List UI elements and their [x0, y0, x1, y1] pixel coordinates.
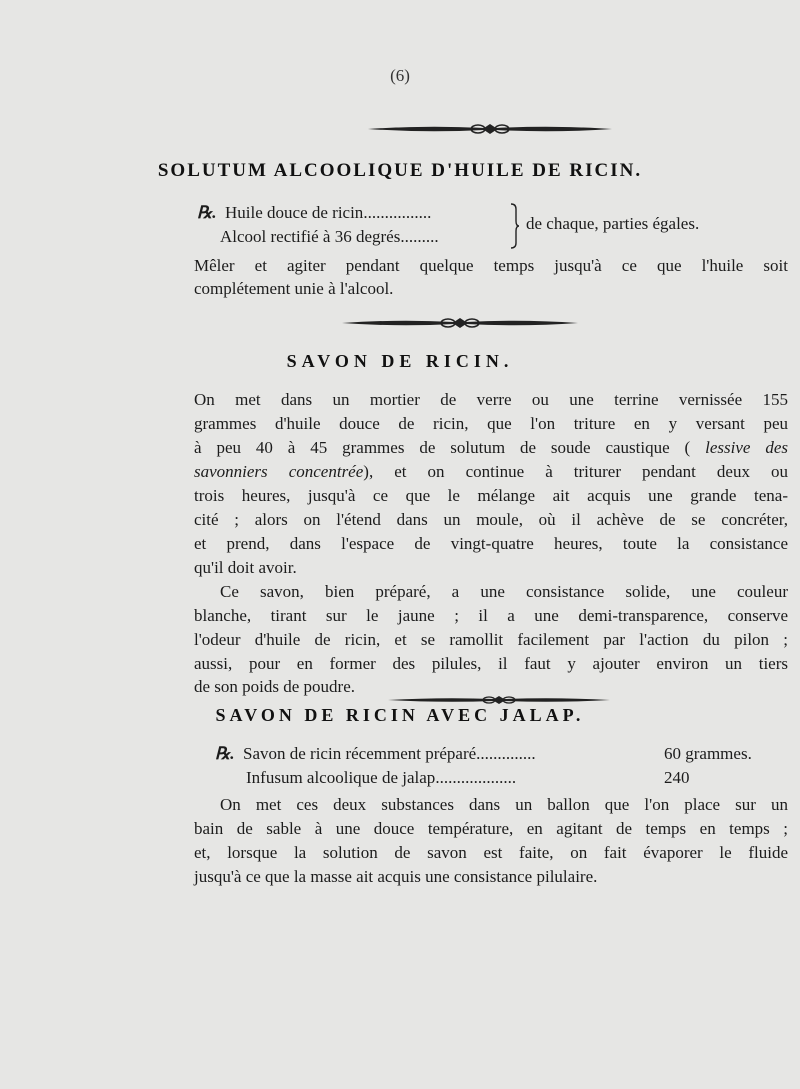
text-line: Mêler et agiter pendant quelque temps jusqu'à ce que l'huile soit — [194, 256, 788, 275]
ingredient-name: Huile douce de ricin — [225, 203, 364, 222]
ingredient-quantity: 60 grammes. — [664, 744, 752, 763]
text-line — [194, 461, 788, 483]
rx-symbol: ℞. — [197, 203, 217, 222]
recipe-line-1 — [215, 744, 536, 764]
text-line: et, lorsque la solution de savon est faite, on fait évaporer le fluide — [194, 843, 788, 862]
text-line: cité ; alors on l'étend dans un moule, où il achève de se concréter, — [194, 510, 788, 529]
text-line: jusqu'à ce que la masse ait acquis une consistance pilulaire. — [194, 867, 598, 886]
ingredient-dots: .............. — [476, 744, 536, 763]
recipe-line-2 — [246, 768, 516, 788]
text-line: blanche, tirant sur le jaune ; il a une demi-transparence, conserve — [194, 606, 788, 625]
text-line — [194, 437, 788, 459]
ingredient-dots: ................... — [435, 768, 517, 787]
text-line: grammes d'huile douce de ricin, que l'on triture en y versant peu — [194, 414, 788, 433]
text-line: On met ces deux substances dans un ballon que l'on place sur un — [220, 795, 788, 814]
text-line: qu'il doit avoir. — [194, 558, 297, 577]
text-line: complétement unie à l'alcool. — [194, 279, 394, 298]
section-title-savon-jalap: SAVON DE RICIN AVEC JALAP. — [215, 705, 585, 725]
ornamental-rule-top — [366, 122, 614, 136]
section-title-savon: SAVON DE RICIN. — [286, 351, 514, 371]
rx-symbol: ℞. — [215, 744, 235, 763]
ingredient-name: Alcool rectifié à 36 degrés — [220, 227, 401, 246]
text-line: trois heures, jusqu'à ce que le mélange ait acquis une grande tena- — [194, 486, 788, 505]
section-title-solutum: SOLUTUM ALCOOLIQUE D'HUILE DE RICIN. — [157, 160, 643, 181]
text-line: On met dans un mortier de verre ou une terrine vernissée 155 — [194, 390, 788, 409]
recipe-line-1 — [197, 203, 431, 223]
ingredient-quantity: 240 — [664, 768, 690, 787]
ingredient-dots: ......... — [400, 227, 439, 246]
text-segment: ), et on continue à triturer pendant deux ou — [363, 462, 788, 481]
text-line: l'odeur d'huile de ricin, et se ramollit facilement par l'action du pilon ; — [194, 630, 788, 649]
ornamental-rule — [340, 316, 580, 330]
brace-note: de chaque, parties égales. — [526, 214, 700, 233]
recipe-line-2 — [220, 227, 439, 247]
ingredient-dots: ................ — [363, 203, 432, 222]
text-line: Ce savon, bien préparé, a une consistance solide, une couleur — [220, 582, 788, 601]
curly-brace — [510, 203, 520, 249]
text-line: et prend, dans l'espace de vingt-quatre heures, toute la consistance — [194, 534, 788, 553]
page-number: (6) — [390, 66, 410, 85]
italic-term: lessive des — [705, 438, 788, 457]
text-line: aussi, pour en former des pilules, il faut y ajouter environ un tiers — [194, 654, 788, 673]
text-segment: à peu 40 à 45 grammes de solutum de soude caustique ( — [194, 438, 691, 457]
italic-term: savonniers concentrée — [194, 462, 364, 481]
text-line: bain de sable à une douce température, en agitant de temps en temps ; — [194, 819, 788, 838]
ingredient-name: Infusum alcoolique de jalap — [246, 768, 436, 787]
ingredient-name: Savon de ricin récemment préparé — [243, 744, 477, 763]
text-line: de son poids de poudre. — [194, 677, 356, 696]
